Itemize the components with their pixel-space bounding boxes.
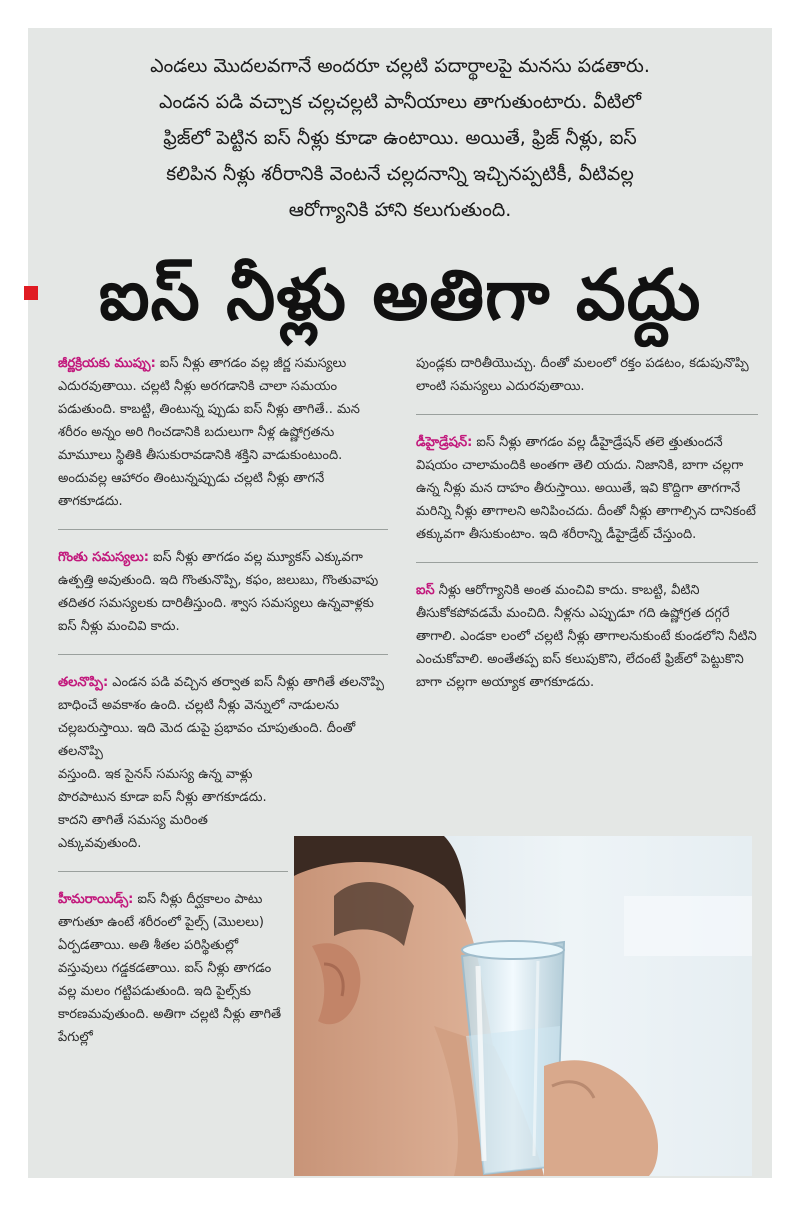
section-keyword: డీహైడ్రేషన్:	[416, 435, 473, 450]
section-keyword: ఐస్	[416, 583, 435, 598]
divider	[416, 414, 758, 415]
right-column	[416, 348, 758, 708]
section-digestion	[58, 348, 388, 527]
divider	[416, 562, 758, 563]
section-keyword: గొంతు సమస్యలు:	[58, 550, 149, 565]
intro-line: ఫ్రిజ్‌లో పెట్టిన ఐస్ నీళ్లు కూడా ఉంటాయి. అయితే, ఫ్రిజ్ నీళ్లు, ఐస్	[163, 127, 637, 149]
intro-paragraph	[28, 48, 772, 228]
section-throat	[58, 542, 388, 652]
article-panel	[28, 28, 772, 1178]
section-text: ఐస్ నీళ్లు తాగడం వల్ల డీహైడ్రేషన్ తలె త్తుతుందనే విషయం చాలామందికి అంతగా తెలి యదు. నిజానికి, బాగా చల్లగా ఉన్న నీళ్లు మన దాహం తీరుస్తాయి. అయితే, ఇవి కొద్దిగా తాగగానే మరిన్ని నీళ్లు తాగాలని అనిపించదు. దీంతో నీళ్లు తాగాల్సిన దానికంటే తక్కువగా తీసుకుంటాం. ఇది శరీరాన్ని డీహైడ్రేట్ చేస్తుంది.	[416, 435, 756, 542]
section-dehydration	[416, 427, 758, 560]
photo-illustration	[294, 836, 752, 1176]
intro-line: ఎండన పడి వచ్చాక చల్లచల్లటి పానీయాలు తాగుతుంటారు. వీటిలో	[158, 91, 641, 113]
section-text: ఐస్ నీళ్లు దీర్ఘకాలం పాటు తాగుతూ ఉంటే శరీరంలో పైల్స్ (మొలలు) ఏర్పడతాయి. అతి శీతల పరిస్థితుల్లో వస్తువులు గడ్డకడతాయి. ఐస్ నీళ్లు తాగడం వల్ల మలం గట్టిపడుతుంది. ఇది పైల్స్‌కు కారణమవుతుంది. అతిగా చల్లటి నీళ్లు తాగితే పేగుల్లో	[58, 892, 282, 1045]
divider	[58, 871, 288, 872]
section-conclusion	[416, 575, 758, 708]
section-continuation	[416, 348, 758, 412]
divider	[58, 654, 388, 655]
section-text: నీళ్లు ఆరోగ్యానికి అంత మంచివి కాదు. కాబట్టి, వీటిని తీసుకోకపోవడమే మంచిది. నీళ్లను ఎప్పుడూ గది ఉష్ణోగ్రత దగ్గరే తాగాలి. ఎండకా లంలో చల్లటి నీళ్లు తాగాలనుకుంటే కుండలోని నీటిని ఎంచుకోవాలి. అంతేతప్ప ఐస్ కలుపుకొని, లేదంటే ఫ్రిజ్‌లో పెట్టుకొని బాగా చల్లగా అయ్యాక తాగకూడదు.	[416, 583, 757, 690]
section-keyword: తలనొప్పి:	[58, 675, 109, 690]
section-text-continued: వస్తుంది. ఇక సైనస్ సమస్య ఉన్న వాళ్లు పొరపాటున కూడా ఐస్ నీళ్లు తాగకూడదు. కాదని తాగితే సమస్య మరింత ఎక్కువవుతుంది.	[58, 767, 267, 851]
woman-drinking-water-photo	[294, 836, 752, 1176]
section-text: ఐస్ నీళ్లు తాగడం వల్ల మ్యూకస్ ఎక్కువగా ఉత్పత్తి అవుతుంది. ఇది గొంతునొప్పి, కఫం, జలుబు, గొంతువాపు తదితర సమస్యలకు దారితీస్తుంది. శ్వాస సమస్యలు ఉన్నవాళ్లకు ఐస్ నీళ్లు మంచివి కాదు.	[58, 550, 379, 634]
section-text: పుండ్లకు దారితీయొచ్చు. దీంతో మలంలో రక్తం పడటం, కడుపునొప్పి లాంటి సమస్యలు ఎదురవుతాయి.	[416, 356, 749, 394]
headline: ఐస్ నీళ్లు అతిగా వద్దు	[98, 254, 702, 336]
section-hemorrhoids	[58, 884, 288, 1063]
section-keyword: జీర్ణక్రియకు ముప్పు:	[58, 356, 156, 371]
intro-line: ఆరోగ్యానికి హాని కలుగుతుంది.	[288, 199, 512, 221]
intro-line: ఎండలు మొదలవగానే అందరూ చల్లటి పదార్థాలపై మనసు పడతారు.	[150, 55, 650, 77]
section-text: ఎండన పడి వచ్చిన తర్వాత ఐస్ నీళ్లు తాగితే తలనొప్పి బాధించే అవకాశం ఉంది. చల్లటి నీళ్లు వెన్నులో నాడులను చల్లబరుస్తాయి. ఇది మెద డుపై ప్రభావం చూపుతుంది. దీంతో తలనొప్పి	[58, 675, 385, 759]
divider	[58, 529, 388, 530]
section-keyword: హీమరాయిడ్స్:	[58, 892, 134, 907]
section-text: ఐస్ నీళ్లు తాగడం వల్ల జీర్ణ సమస్యలు ఎదురవుతాయి. చల్లటి నీళ్లు అరగడానికి చాలా సమయం పడుతుంది. కాబట్టి, తింటున్న ప్పుడు ఐస్ నీళ్లు తాగితే.. మన శరీరం అన్నం అరి గించడానికి బదులుగా నీళ్ల ఉష్ణోగ్రతను మామూలు స్థితికి తీసుకురావడానికి శక్తిని వాడుకుంటుంది. అందువల్ల ఆహారం తింటున్నప్పుడు చల్లటి నీళ్లు తాగనే తాగకూడదు.	[58, 356, 360, 509]
intro-line: కలిపిన నీళ్లు శరీరానికి వెంటనే చల్లదనాన్ని ఇచ్చినప్పటికీ, వీటివల్ల	[166, 163, 634, 185]
